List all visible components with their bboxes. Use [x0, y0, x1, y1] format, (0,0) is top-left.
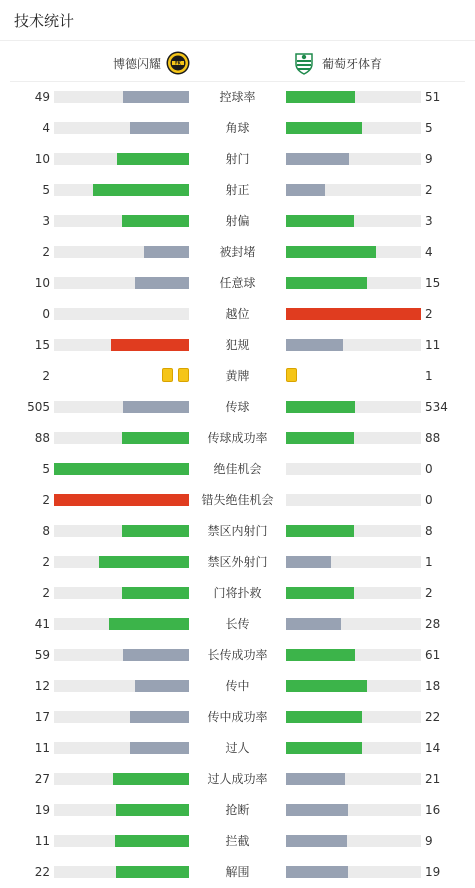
home-value: 11 [34, 741, 50, 755]
home-bar-track [54, 339, 189, 351]
home-bar-track [54, 308, 189, 320]
away-bar-track [286, 773, 421, 785]
stat-label: 传球成功率 [207, 431, 268, 445]
stat-label: 抢断 [225, 803, 250, 817]
away-value: 11 [425, 338, 441, 352]
home-bar-track [54, 742, 189, 754]
away-bar-track [286, 122, 421, 134]
home-bar-fill [99, 556, 189, 568]
home-bar-fill [93, 184, 189, 196]
away-value: 22 [425, 710, 441, 724]
away-value: 88 [425, 431, 441, 445]
home-value: 59 [34, 648, 50, 662]
home-value: 2 [42, 493, 50, 507]
home-bar-fill [123, 401, 189, 413]
home-value: 10 [34, 276, 50, 290]
stat-label: 被封堵 [219, 245, 256, 259]
home-bar-fill [122, 215, 190, 227]
section-title: 技术统计 [14, 12, 75, 30]
away-bar-fill [286, 308, 421, 320]
away-value: 2 [425, 307, 433, 321]
away-bar-fill [286, 835, 347, 847]
away-value: 1 [425, 555, 433, 569]
home-bar-fill [111, 339, 189, 351]
stat-label: 传球 [225, 400, 250, 414]
away-bar-fill [286, 556, 331, 568]
home-bar-track [54, 804, 189, 816]
home-bar-track [54, 463, 189, 475]
away-bar-fill [286, 91, 355, 103]
stat-row-6 [0, 236, 475, 267]
home-value: 0 [42, 307, 50, 321]
home-bar-track [54, 215, 189, 227]
stat-row-5 [0, 205, 475, 236]
home-value: 15 [34, 338, 50, 352]
home-bar-fill [117, 153, 189, 165]
stat-label: 禁区内射门 [207, 524, 268, 538]
stat-row-13 [0, 453, 475, 484]
home-value: 12 [34, 679, 50, 693]
away-value: 21 [425, 772, 441, 786]
away-value: 61 [425, 648, 441, 662]
home-bar-fill [122, 587, 190, 599]
stat-row-20 [0, 670, 475, 701]
home-bar-track [54, 246, 189, 258]
home-bar-fill [144, 246, 189, 258]
away-bar-fill [286, 773, 345, 785]
home-bar-track [54, 866, 189, 878]
away-bar-fill [286, 587, 354, 599]
stat-row-22 [0, 732, 475, 763]
stat-row-8 [0, 298, 475, 329]
away-bar-track [286, 866, 421, 878]
stats-list [0, 81, 475, 887]
away-value: 19 [425, 865, 441, 879]
home-bar-track [54, 835, 189, 847]
stat-label: 错失绝佳机会 [201, 493, 274, 507]
stat-row-16 [0, 546, 475, 577]
home-value: 2 [42, 555, 50, 569]
stat-label: 黄牌 [225, 369, 250, 383]
away-value: 2 [425, 586, 433, 600]
stat-row-3 [0, 143, 475, 174]
home-bar-fill [54, 494, 189, 506]
away-value: 18 [425, 679, 441, 693]
away-value: 15 [425, 276, 441, 290]
away-value: 8 [425, 524, 433, 538]
away-team[interactable] [292, 50, 382, 76]
stat-row-10 [0, 360, 475, 391]
home-value: 3 [42, 214, 50, 228]
stat-label: 任意球 [219, 276, 256, 290]
home-bar-track [54, 587, 189, 599]
away-bar-track [286, 742, 421, 754]
away-bar-fill [286, 711, 362, 723]
away-value: 28 [425, 617, 441, 631]
away-bar-fill [286, 618, 341, 630]
home-value: 11 [34, 834, 50, 848]
teams-header [10, 44, 465, 82]
home-bar-track [54, 277, 189, 289]
home-value: 49 [34, 90, 50, 104]
away-bar-track [286, 401, 421, 413]
away-bar-track [286, 215, 421, 227]
home-bar-fill [116, 804, 189, 816]
stat-row-23 [0, 763, 475, 794]
stat-row-12 [0, 422, 475, 453]
home-value: 2 [42, 369, 50, 383]
stat-row-26 [0, 856, 475, 887]
stat-label: 射正 [225, 183, 250, 197]
yellow-card-icon [286, 368, 297, 382]
away-bar-track [286, 494, 421, 506]
home-value: 2 [42, 245, 50, 259]
home-bar-track [54, 432, 189, 444]
stat-label: 禁区外射门 [207, 555, 268, 569]
away-bar-fill [286, 804, 348, 816]
home-bar-fill [130, 742, 189, 754]
home-value: 10 [34, 152, 50, 166]
home-team-name: 博德闪耀 [112, 56, 161, 71]
home-bar-fill [135, 680, 189, 692]
away-bar-track [286, 153, 421, 165]
away-bar-track [286, 556, 421, 568]
stat-row-25 [0, 825, 475, 856]
away-value: 0 [425, 462, 433, 476]
away-bar-track [286, 711, 421, 723]
away-bar-fill [286, 866, 348, 878]
home-bar-fill [122, 525, 190, 537]
away-value: 16 [425, 803, 441, 817]
home-bar-track [54, 556, 189, 568]
away-bar-track [286, 339, 421, 351]
away-bar-fill [286, 339, 343, 351]
stat-label: 绝佳机会 [213, 462, 262, 476]
home-bar-track [54, 494, 189, 506]
stat-label: 射偏 [225, 214, 250, 228]
away-value: 5 [425, 121, 433, 135]
away-bar-track [286, 587, 421, 599]
home-bar-track [54, 401, 189, 413]
stat-label: 射门 [225, 152, 250, 166]
home-bar-track [54, 525, 189, 537]
away-value: 1 [425, 369, 433, 383]
away-bar-track [286, 618, 421, 630]
home-bar-fill [54, 463, 189, 475]
away-value: 534 [425, 400, 448, 414]
away-bar-fill [286, 184, 325, 196]
home-bar-track [54, 618, 189, 630]
home-bar-fill [116, 866, 189, 878]
home-value: 19 [34, 803, 50, 817]
away-value: 2 [425, 183, 433, 197]
away-bar-fill [286, 525, 354, 537]
away-bar-track [286, 91, 421, 103]
stat-label: 长传 [225, 617, 250, 631]
away-value: 3 [425, 214, 433, 228]
away-yellow-cards [286, 368, 297, 382]
away-bar-fill [286, 246, 376, 258]
stat-row-19 [0, 639, 475, 670]
away-bar-track [286, 649, 421, 661]
home-bar-fill [130, 122, 189, 134]
stat-row-18 [0, 608, 475, 639]
away-value: 14 [425, 741, 441, 755]
home-bar-track [54, 711, 189, 723]
yellow-card-icon [162, 368, 173, 382]
away-value: 4 [425, 245, 433, 259]
stat-label: 越位 [225, 307, 250, 321]
home-value: 4 [42, 121, 50, 135]
home-bar-track [54, 122, 189, 134]
away-value: 9 [425, 152, 433, 166]
bodo-glimt-crest-icon [166, 51, 190, 75]
away-bar-track [286, 835, 421, 847]
stat-label: 长传成功率 [207, 648, 268, 662]
home-value: 22 [34, 865, 50, 879]
home-value: 27 [34, 772, 50, 786]
stat-label: 传中成功率 [207, 710, 268, 724]
away-bar-fill [286, 153, 349, 165]
stat-label: 解围 [225, 865, 250, 879]
stat-label: 过人成功率 [207, 772, 268, 786]
home-bar-fill [123, 649, 189, 661]
yellow-card-icon [178, 368, 189, 382]
stat-row-4 [0, 174, 475, 205]
stat-row-14 [0, 484, 475, 515]
home-bar-track [54, 649, 189, 661]
stat-label: 拦截 [225, 834, 250, 848]
sporting-lion-crest-icon [292, 51, 316, 75]
home-bar-track [54, 184, 189, 196]
away-bar-fill [286, 401, 355, 413]
home-value: 2 [42, 586, 50, 600]
home-bar-fill [130, 711, 189, 723]
stat-row-9 [0, 329, 475, 360]
stat-row-1 [0, 81, 475, 112]
away-bar-track [286, 277, 421, 289]
away-bar-track [286, 308, 421, 320]
away-bar-track [286, 246, 421, 258]
home-value: 5 [42, 462, 50, 476]
away-bar-track [286, 525, 421, 537]
section-header [0, 0, 475, 41]
home-bar-track [54, 773, 189, 785]
away-bar-fill [286, 122, 362, 134]
stat-label: 角球 [225, 121, 250, 135]
home-yellow-cards [162, 368, 189, 382]
home-bar-fill [115, 835, 189, 847]
home-value: 505 [27, 400, 50, 414]
away-bar-track [286, 804, 421, 816]
stat-label: 门将扑救 [213, 586, 262, 600]
home-bar-fill [109, 618, 189, 630]
svg-text:FK: FK [175, 60, 181, 66]
away-bar-fill [286, 680, 367, 692]
home-bar-fill [123, 91, 189, 103]
away-value: 0 [425, 493, 433, 507]
stat-row-24 [0, 794, 475, 825]
stat-label: 犯规 [225, 338, 250, 352]
stat-label: 过人 [225, 741, 250, 755]
stat-label: 传中 [225, 679, 250, 693]
stat-row-11 [0, 391, 475, 422]
away-team-name: 葡萄牙体育 [322, 56, 383, 71]
home-team[interactable] [113, 50, 190, 76]
away-bar-fill [286, 215, 354, 227]
home-bar-track [54, 91, 189, 103]
away-value: 9 [425, 834, 433, 848]
stat-row-7 [0, 267, 475, 298]
away-bar-fill [286, 649, 355, 661]
stat-row-2 [0, 112, 475, 143]
home-bar-fill [122, 432, 190, 444]
away-bar-fill [286, 432, 354, 444]
home-bar-track [54, 153, 189, 165]
home-value: 8 [42, 524, 50, 538]
stat-row-17 [0, 577, 475, 608]
stat-label: 控球率 [219, 90, 256, 104]
home-value: 17 [34, 710, 50, 724]
home-bar-fill [135, 277, 189, 289]
away-bar-track [286, 463, 421, 475]
away-bar-track [286, 680, 421, 692]
away-value: 51 [425, 90, 441, 104]
away-bar-track [286, 184, 421, 196]
away-bar-fill [286, 277, 367, 289]
stat-row-21 [0, 701, 475, 732]
away-bar-track [286, 432, 421, 444]
home-value: 5 [42, 183, 50, 197]
home-bar-track [54, 680, 189, 692]
home-bar-fill [113, 773, 189, 785]
stat-row-15 [0, 515, 475, 546]
home-value: 88 [34, 431, 50, 445]
home-value: 41 [34, 617, 50, 631]
away-bar-fill [286, 742, 362, 754]
